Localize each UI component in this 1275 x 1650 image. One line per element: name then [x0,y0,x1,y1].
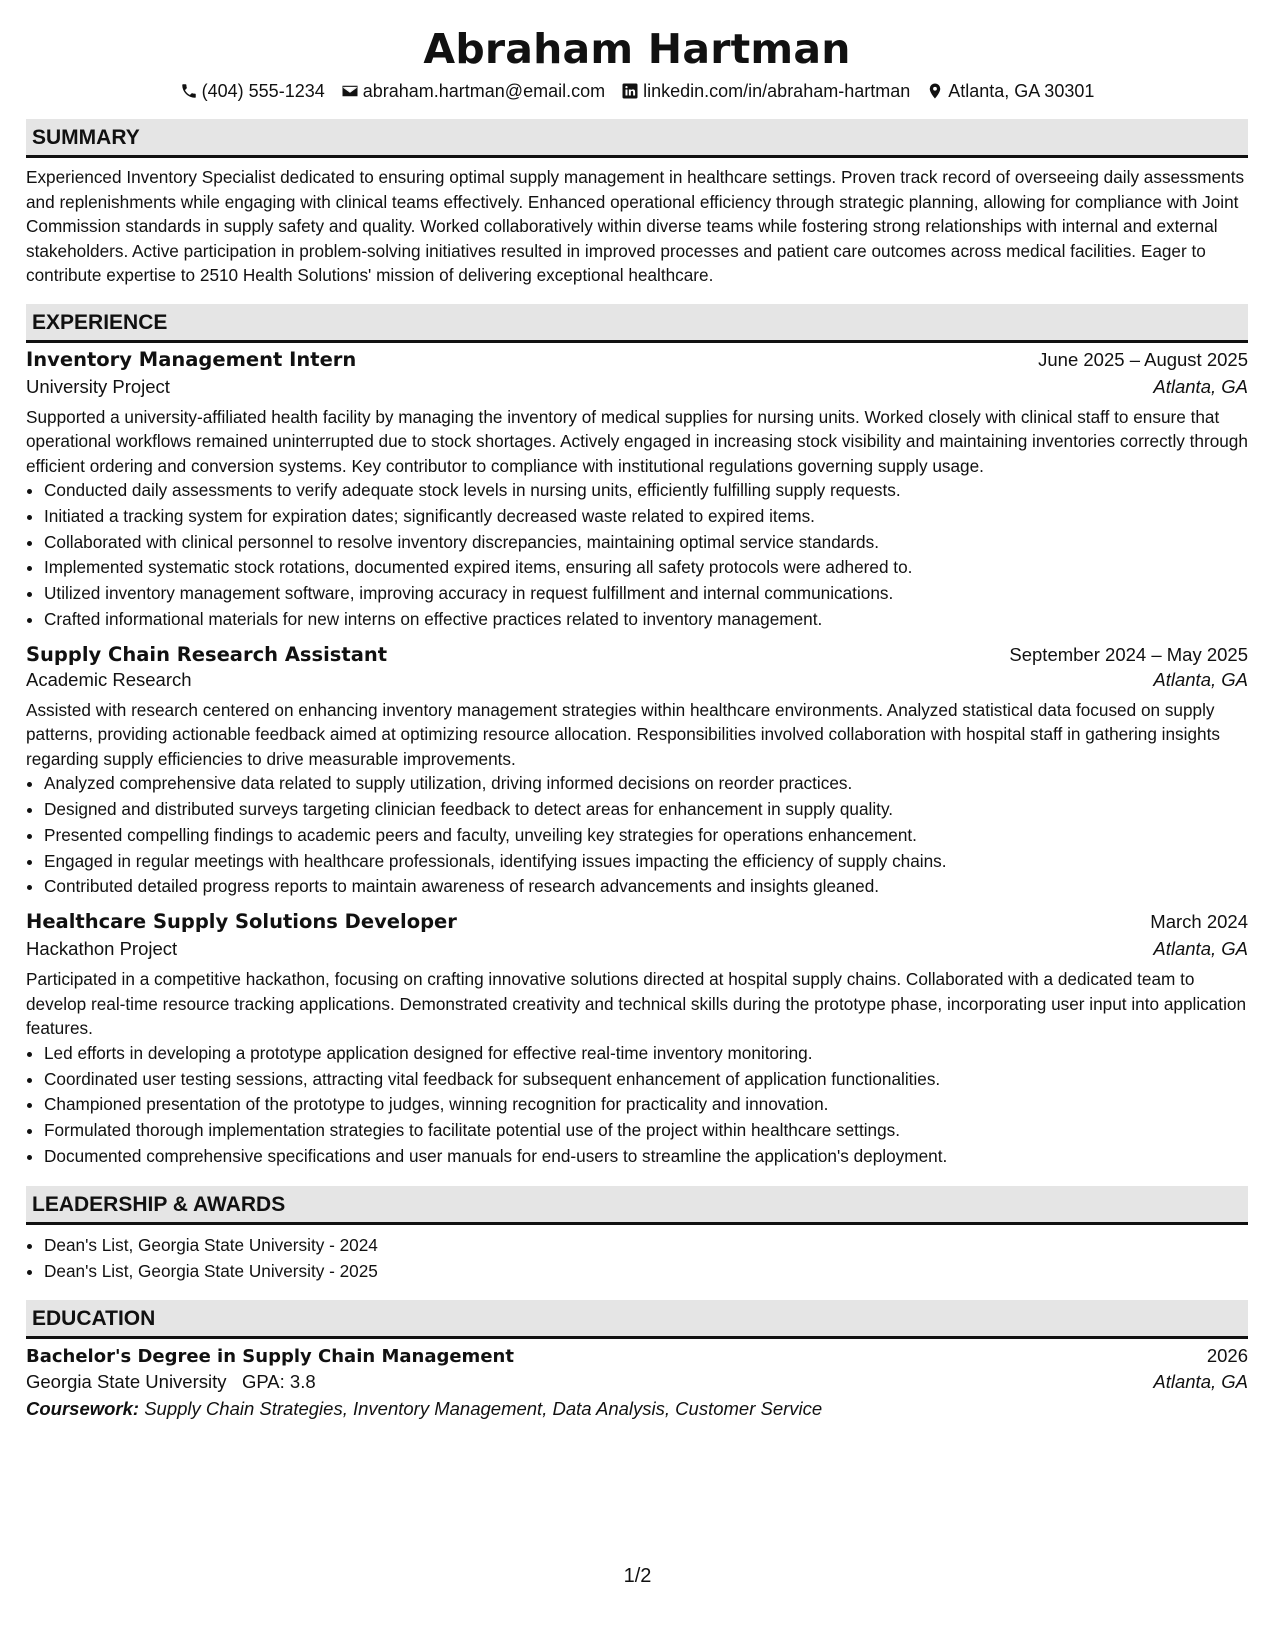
job-org: Hackathon Project [26,938,178,960]
leadership-heading: LEADERSHIP & AWARDS [26,1186,1248,1225]
list-item: • Initiated a tracking system for expiration dates; significantly decreased waste related to expired items. [44,504,1248,530]
list-item: • Implemented systematic stock rotations, documented expired items, ensuring all safety protocols were adhered to. [44,555,1248,581]
linkedin-icon [621,82,639,100]
phone-text: (404) 555-1234 [201,80,325,101]
resume-page [26,0,1248,1420]
list-item: • Championed presentation of the prototype to judges, winning recognition for practicality and innovation. [44,1092,1248,1118]
coursework [26,1398,1248,1420]
contact-email[interactable] [341,81,605,102]
location-text: Atlanta, GA 30301 [948,80,1095,101]
list-item: • Designed and distributed surveys targeting clinician feedback to detect areas for enhancement in supply quality. [44,797,1248,823]
job-org: University Project [26,375,170,397]
coursework-label: Coursework: [26,1398,140,1420]
phone-icon [180,82,198,100]
job-org: Academic Research [26,668,192,690]
contact-phone [180,81,325,102]
list-item: • Coordinated user testing sessions, attracting vital feedback for subsequent enhancement of application functionalities. [44,1067,1248,1093]
linkedin-link[interactable]: linkedin.com/in/abraham-hartman [643,80,911,101]
job-title: Healthcare Supply Solutions Developer [26,910,457,934]
list-item: • Presented compelling findings to academic peers and faculty, unveiling key strategies for operations enhancement. [44,823,1248,849]
summary-text: Experienced Inventory Specialist dedicated to ensuring optimal supply management in healthcare settings. Proven track record of overseeing daily assessments and replenishments while engaging with clinical teams effectively. Enhanced operational efficiency through strategic planning, allowing for compliance with Joint Commission standards in supply safety and quality. Worked collaboratively within diverse teams while fostering strong relationships with internal and external stakeholders. Active participation in problem-solving initiatives resulted in improved processes and patient care outcomes across medical facilities. Eager to contribute expertise to 2510 Health Solutions' mission of delivering exceptional healthcare. [26,167,1245,285]
list-item: • Documented comprehensive specifications and user manuals for end-users to streamline the application's deployment. [44,1144,1248,1170]
school-name: Georgia State University [26,1371,227,1393]
job-location: Atlanta, GA [1153,375,1248,397]
email-link[interactable]: abraham.hartman@email.com [362,80,606,101]
candidate-name: Abraham Hartman [423,25,851,73]
envelope-icon [341,82,359,100]
list-item: • Crafted informational materials for new interns on effective practices related to inventory management. [44,607,1248,633]
map-pin-icon [926,82,944,100]
job-dates: September 2024 – May 2025 [1009,643,1248,665]
school-location: Atlanta, GA [1153,1371,1248,1393]
job-entry [26,910,1248,1169]
education-entry [26,1345,1248,1420]
school-line [26,1371,316,1393]
summary-heading: SUMMARY [26,119,1248,158]
job-bullets [26,1041,1248,1170]
page-number: 1/2 [623,1565,652,1587]
job-dates: March 2024 [1150,911,1248,933]
job-title: Supply Chain Research Assistant [26,642,388,666]
list-item: • Collaborated with clinical personnel to resolve inventory discrepancies, maintaining optimal service standards. [44,530,1248,556]
list-item: • Dean's List, Georgia State University - 2024 [44,1233,1248,1259]
job-location: Atlanta, GA [1153,668,1248,690]
list-item: • Dean's List, Georgia State University - 2025 [44,1259,1248,1285]
list-item: • Engaged in regular meetings with healthcare professionals, identifying issues impacting the efficiency of supply chains. [44,849,1248,875]
contact-linkedin[interactable] [621,81,910,102]
experience-heading: EXPERIENCE [26,304,1248,343]
job-bullets [26,478,1248,633]
job-bullets [26,771,1248,900]
awards-list [26,1233,1248,1285]
coursework-list: Supply Chain Strategies, Inventory Management, Data Analysis, Customer Service [144,1398,823,1420]
contact-bar [26,78,1248,104]
list-item: • Contributed detailed progress reports to maintain awareness of research advancements and insights gleaned. [44,874,1248,900]
list-item: • Analyzed comprehensive data related to supply utilization, driving informed decisions on reorder practices. [44,771,1248,797]
job-description: Participated in a competitive hackathon, focusing on crafting innovative solutions directed at hospital supply chains. Collaborated with a dedicated team to develop real-time resource tracking applications. Demonstrated creativity and technical skills during the prototype phase, incorporating user input into application features. [26,969,1247,1039]
contact-location [926,81,1094,102]
list-item: • Conducted daily assessments to verify adequate stock levels in nursing units, efficiently fulfilling supply requests. [44,478,1248,504]
list-item: • Utilized inventory management software, improving accuracy in request fulfillment and internal communications. [44,581,1248,607]
gpa: GPA: 3.8 [241,1371,316,1393]
graduation-year: 2026 [1206,1345,1248,1367]
job-dates: June 2025 – August 2025 [1038,348,1248,370]
job-title: Inventory Management Intern [26,347,357,371]
job-location: Atlanta, GA [1153,938,1248,960]
job-entry [26,643,1248,900]
job-entry [26,348,1248,633]
list-item: • Led efforts in developing a prototype application designed for effective real-time inventory monitoring. [44,1041,1248,1067]
list-item: • Formulated thorough implementation strategies to facilitate potential use of the project within healthcare settings. [44,1118,1248,1144]
education-heading: EDUCATION [26,1300,1248,1339]
degree-title: Bachelor's Degree in Supply Chain Management [26,1346,514,1368]
job-description: Assisted with research centered on enhancing inventory management strategies within healthcare environments. Analyzed statistical data focused on supply patterns, providing actionable feedback aimed at optimizing resource allocation. Responsibilities involved collaboration with hospital staff in gathering insights regarding supply efficiencies to drive measurable improvements. [26,699,1220,769]
job-description: Supported a university-affiliated health facility by managing the inventory of medical supplies for nursing units. Worked closely with clinical staff to ensure that operational workflows remained uninterrupted due to stock shortages. Actively engaged in increasing stock visibility and maintaining inventories correctly through efficient ordering and conversion systems. Key contributor to compliance with institutional regulations governing supply usage. [26,406,1248,476]
